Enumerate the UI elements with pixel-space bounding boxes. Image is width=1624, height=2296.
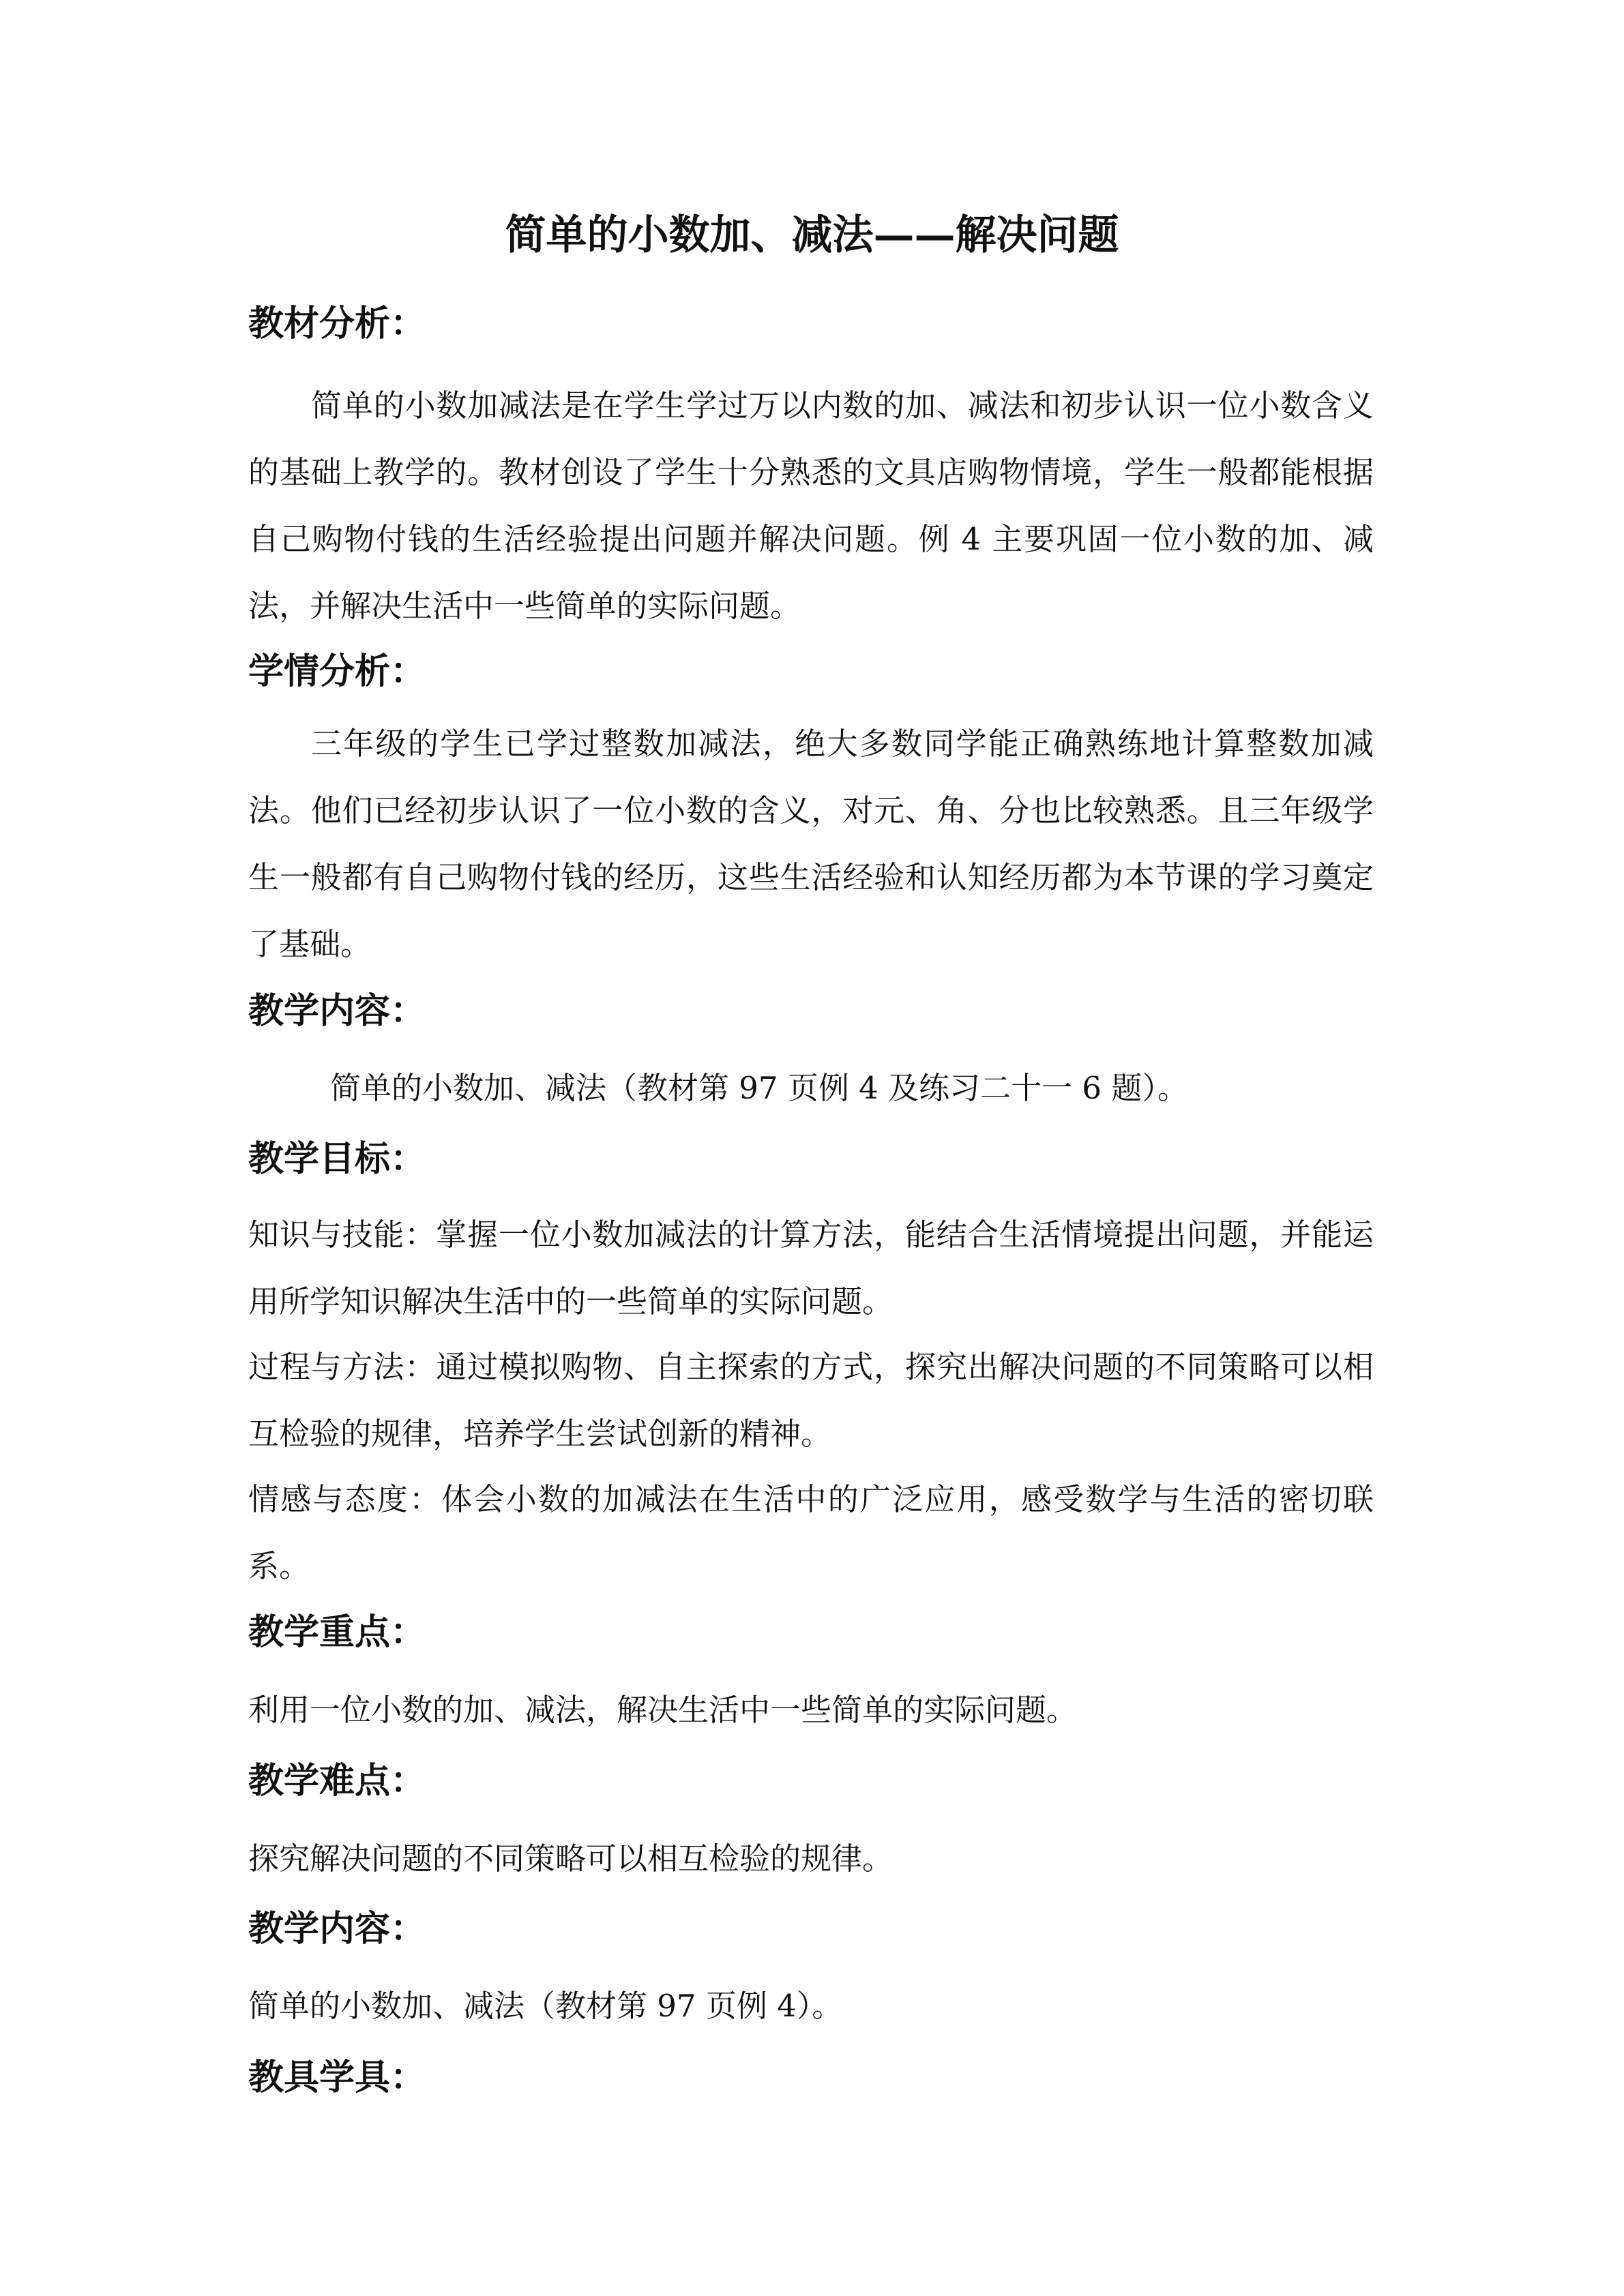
paragraph-material-analysis: 简单的小数加减法是在学生学过万以内数的加、减法和初步认识一位小数含义的基础上教学的。教材创设了学生十分熟悉的文具店购物情境，学生一般都能根据自己购物付钱的生活经验提出问题并解决问题。例 4 主要巩固一位小数的加、减法，并解决生活中一些简单的实际问题。 — [248, 387, 1374, 624]
document-title: 简单的小数加、减法——解决问题 — [505, 211, 1119, 259]
heading-teaching-aids: 教具学具： — [248, 2057, 426, 2098]
paragraph-teaching-content: 简单的小数加、减法（教材第 97 页例 4 及练习二十一 6 题）。 — [330, 1070, 1188, 1106]
heading-material-analysis: 教材分析： — [248, 303, 426, 344]
goal-emotion: 情感与态度：体会小数的加减法在生活中的广泛应用，感受数学与生活的密切联系。 — [248, 1481, 1374, 1584]
paragraph-key-points: 利用一位小数的加、减法，解决生活中一些简单的实际问题。 — [248, 1692, 1078, 1728]
heading-difficulties: 教学难点： — [248, 1760, 426, 1802]
goal-process: 过程与方法：通过模拟购物、自主探索的方式，探究出解决问题的不同策略可以相互检验的规律，培养学生尝试创新的精神。 — [248, 1349, 1374, 1452]
heading-key-points: 教学重点： — [248, 1611, 426, 1653]
goal-knowledge: 知识与技能：掌握一位小数加减法的计算方法，能结合生活情境提出问题，并能运用所学知识解决生活中的一些简单的实际问题。 — [248, 1217, 1374, 1320]
paragraph-difficulties: 探究解决问题的不同策略可以相互检验的规律。 — [248, 1840, 894, 1877]
heading-student-analysis: 学情分析： — [248, 651, 426, 692]
heading-teaching-content: 教学内容： — [248, 990, 426, 1032]
paragraph-student-analysis: 三年级的学生已学过整数加减法，绝大多数同学能正确熟练地计算整数加减法。他们已经初步认识了一位小数的含义，对元、角、分也比较熟悉。且三年级学生一般都有自己购物付钱的经历，这些生活经验和认知经历都为本节课的学习奠定了基础。 — [248, 726, 1374, 962]
heading-teaching-content-2: 教学内容： — [248, 1908, 426, 1950]
paragraph-teaching-content-2: 简单的小数加、减法（教材第 97 页例 4）。 — [248, 1988, 843, 2024]
heading-teaching-goals: 教学目标： — [248, 1138, 426, 1180]
